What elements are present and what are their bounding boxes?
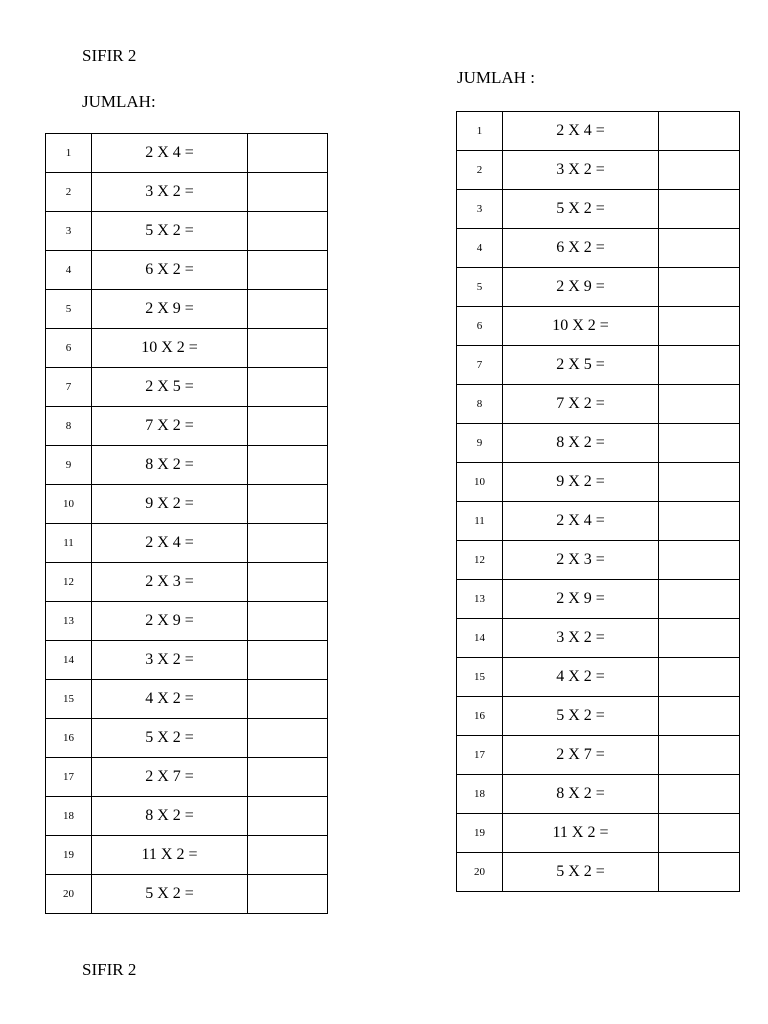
worksheet-row <box>457 307 740 346</box>
worksheet-row <box>457 775 740 814</box>
worksheet-row <box>457 346 740 385</box>
row-number: 6 <box>46 329 92 368</box>
multiplication-question: 10 X 2 = <box>92 329 248 368</box>
row-number: 13 <box>457 580 503 619</box>
multiplication-question: 3 X 2 = <box>503 619 659 658</box>
worksheet-row <box>457 658 740 697</box>
multiplication-question: 10 X 2 = <box>503 307 659 346</box>
multiplication-question: 2 X 9 = <box>92 602 248 641</box>
answer-cell[interactable] <box>659 541 740 580</box>
worksheet-row <box>46 134 328 173</box>
worksheet-row <box>457 385 740 424</box>
row-number: 5 <box>457 268 503 307</box>
worksheet-row <box>457 580 740 619</box>
row-number: 20 <box>46 875 92 914</box>
row-number: 3 <box>46 212 92 251</box>
row-number: 11 <box>46 524 92 563</box>
answer-cell[interactable] <box>248 446 328 485</box>
multiplication-question: 2 X 5 = <box>92 368 248 407</box>
row-number: 4 <box>46 251 92 290</box>
multiplication-question: 9 X 2 = <box>503 463 659 502</box>
worksheet-row <box>46 485 328 524</box>
multiplication-question: 2 X 9 = <box>503 580 659 619</box>
multiplication-question: 2 X 4 = <box>503 502 659 541</box>
worksheet-row <box>457 268 740 307</box>
answer-cell[interactable] <box>248 875 328 914</box>
answer-cell[interactable] <box>659 190 740 229</box>
row-number: 5 <box>46 290 92 329</box>
answer-cell[interactable] <box>248 836 328 875</box>
row-number: 16 <box>457 697 503 736</box>
row-number: 14 <box>46 641 92 680</box>
answer-cell[interactable] <box>248 173 328 212</box>
row-number: 2 <box>46 173 92 212</box>
worksheet-row <box>457 229 740 268</box>
answer-cell[interactable] <box>248 680 328 719</box>
multiplication-question: 3 X 2 = <box>92 173 248 212</box>
worksheet-row <box>46 446 328 485</box>
left-worksheet-table <box>45 133 328 914</box>
multiplication-question: 11 X 2 = <box>92 836 248 875</box>
row-number: 9 <box>457 424 503 463</box>
worksheet-row <box>457 190 740 229</box>
worksheet-row <box>46 680 328 719</box>
row-number: 17 <box>46 758 92 797</box>
worksheet-row <box>46 329 328 368</box>
answer-cell[interactable] <box>248 563 328 602</box>
multiplication-question: 2 X 5 = <box>503 346 659 385</box>
multiplication-question: 2 X 3 = <box>503 541 659 580</box>
multiplication-question: 5 X 2 = <box>503 853 659 892</box>
row-number: 20 <box>457 853 503 892</box>
answer-cell[interactable] <box>248 602 328 641</box>
answer-cell[interactable] <box>248 212 328 251</box>
answer-cell[interactable] <box>659 580 740 619</box>
row-number: 10 <box>457 463 503 502</box>
row-number: 12 <box>457 541 503 580</box>
worksheet-row <box>46 563 328 602</box>
worksheet-row <box>457 736 740 775</box>
worksheet-row <box>46 251 328 290</box>
answer-cell[interactable] <box>659 502 740 541</box>
answer-cell[interactable] <box>659 151 740 190</box>
row-number: 13 <box>46 602 92 641</box>
worksheet-row <box>457 112 740 151</box>
worksheet-row <box>46 602 328 641</box>
multiplication-question: 4 X 2 = <box>503 658 659 697</box>
answer-cell[interactable] <box>659 619 740 658</box>
worksheet-row <box>457 424 740 463</box>
multiplication-question: 2 X 4 = <box>503 112 659 151</box>
answer-cell[interactable] <box>659 229 740 268</box>
multiplication-question: 2 X 9 = <box>92 290 248 329</box>
answer-cell[interactable] <box>659 346 740 385</box>
row-number: 1 <box>46 134 92 173</box>
worksheet-row <box>457 814 740 853</box>
left-sheet-title: SIFIR 2 <box>82 46 137 65</box>
row-number: 3 <box>457 190 503 229</box>
multiplication-question: 7 X 2 = <box>503 385 659 424</box>
answer-cell[interactable] <box>248 797 328 836</box>
answer-cell[interactable] <box>659 307 740 346</box>
multiplication-question: 2 X 9 = <box>503 268 659 307</box>
multiplication-question: 6 X 2 = <box>503 229 659 268</box>
worksheet-row <box>46 797 328 836</box>
multiplication-question: 8 X 2 = <box>92 797 248 836</box>
worksheet-row <box>46 407 328 446</box>
right-worksheet-table <box>456 111 740 892</box>
multiplication-question: 5 X 2 = <box>92 719 248 758</box>
answer-cell[interactable] <box>659 424 740 463</box>
row-number: 15 <box>457 658 503 697</box>
multiplication-question: 11 X 2 = <box>503 814 659 853</box>
row-number: 16 <box>46 719 92 758</box>
answer-cell[interactable] <box>248 641 328 680</box>
row-number: 14 <box>457 619 503 658</box>
multiplication-question: 2 X 3 = <box>92 563 248 602</box>
answer-cell[interactable] <box>659 814 740 853</box>
answer-cell[interactable] <box>248 290 328 329</box>
row-number: 7 <box>457 346 503 385</box>
multiplication-question: 9 X 2 = <box>92 485 248 524</box>
multiplication-question: 8 X 2 = <box>92 446 248 485</box>
worksheet-row <box>46 836 328 875</box>
answer-cell[interactable] <box>248 407 328 446</box>
answer-cell[interactable] <box>659 736 740 775</box>
answer-cell[interactable] <box>659 658 740 697</box>
row-number: 4 <box>457 229 503 268</box>
worksheet-row <box>46 719 328 758</box>
multiplication-question: 6 X 2 = <box>92 251 248 290</box>
right-total-label: JUMLAH : <box>457 68 535 87</box>
worksheet-row <box>457 502 740 541</box>
answer-cell[interactable] <box>248 719 328 758</box>
multiplication-question: 3 X 2 = <box>92 641 248 680</box>
worksheet-row <box>457 697 740 736</box>
row-number: 9 <box>46 446 92 485</box>
answer-cell[interactable] <box>659 697 740 736</box>
answer-cell[interactable] <box>659 268 740 307</box>
multiplication-question: 5 X 2 = <box>92 875 248 914</box>
row-number: 8 <box>46 407 92 446</box>
worksheet-row <box>457 619 740 658</box>
row-number: 19 <box>457 814 503 853</box>
row-number: 6 <box>457 307 503 346</box>
row-number: 10 <box>46 485 92 524</box>
row-number: 8 <box>457 385 503 424</box>
answer-cell[interactable] <box>659 853 740 892</box>
multiplication-question: 5 X 2 = <box>92 212 248 251</box>
answer-cell[interactable] <box>248 329 328 368</box>
multiplication-question: 8 X 2 = <box>503 775 659 814</box>
multiplication-question: 4 X 2 = <box>92 680 248 719</box>
multiplication-question: 8 X 2 = <box>503 424 659 463</box>
answer-cell[interactable] <box>659 463 740 502</box>
worksheet-row <box>46 290 328 329</box>
multiplication-question: 2 X 7 = <box>92 758 248 797</box>
answer-cell[interactable] <box>248 134 328 173</box>
row-number: 11 <box>457 502 503 541</box>
answer-cell[interactable] <box>248 485 328 524</box>
row-number: 18 <box>46 797 92 836</box>
worksheet-row <box>46 524 328 563</box>
worksheet-row <box>457 541 740 580</box>
row-number: 18 <box>457 775 503 814</box>
worksheet-row <box>457 463 740 502</box>
worksheet-row <box>46 875 328 914</box>
worksheet-row <box>46 173 328 212</box>
footer-sheet-title: SIFIR 2 <box>82 960 137 979</box>
multiplication-question: 2 X 4 = <box>92 524 248 563</box>
left-total-label: JUMLAH: <box>82 92 156 111</box>
row-number: 12 <box>46 563 92 602</box>
worksheet-row <box>46 368 328 407</box>
answer-cell[interactable] <box>659 775 740 814</box>
answer-cell[interactable] <box>659 385 740 424</box>
answer-cell[interactable] <box>248 524 328 563</box>
left-worksheet-body <box>46 134 328 914</box>
worksheet-row <box>46 212 328 251</box>
row-number: 17 <box>457 736 503 775</box>
worksheet-row <box>457 853 740 892</box>
answer-cell[interactable] <box>659 112 740 151</box>
row-number: 19 <box>46 836 92 875</box>
row-number: 1 <box>457 112 503 151</box>
row-number: 2 <box>457 151 503 190</box>
multiplication-question: 3 X 2 = <box>503 151 659 190</box>
worksheet-row <box>46 641 328 680</box>
multiplication-question: 5 X 2 = <box>503 697 659 736</box>
worksheet-row <box>457 151 740 190</box>
right-worksheet-body <box>457 112 740 892</box>
multiplication-question: 2 X 7 = <box>503 736 659 775</box>
answer-cell[interactable] <box>248 368 328 407</box>
worksheet-row <box>46 758 328 797</box>
answer-cell[interactable] <box>248 758 328 797</box>
multiplication-question: 5 X 2 = <box>503 190 659 229</box>
row-number: 15 <box>46 680 92 719</box>
row-number: 7 <box>46 368 92 407</box>
multiplication-question: 7 X 2 = <box>92 407 248 446</box>
answer-cell[interactable] <box>248 251 328 290</box>
multiplication-question: 2 X 4 = <box>92 134 248 173</box>
